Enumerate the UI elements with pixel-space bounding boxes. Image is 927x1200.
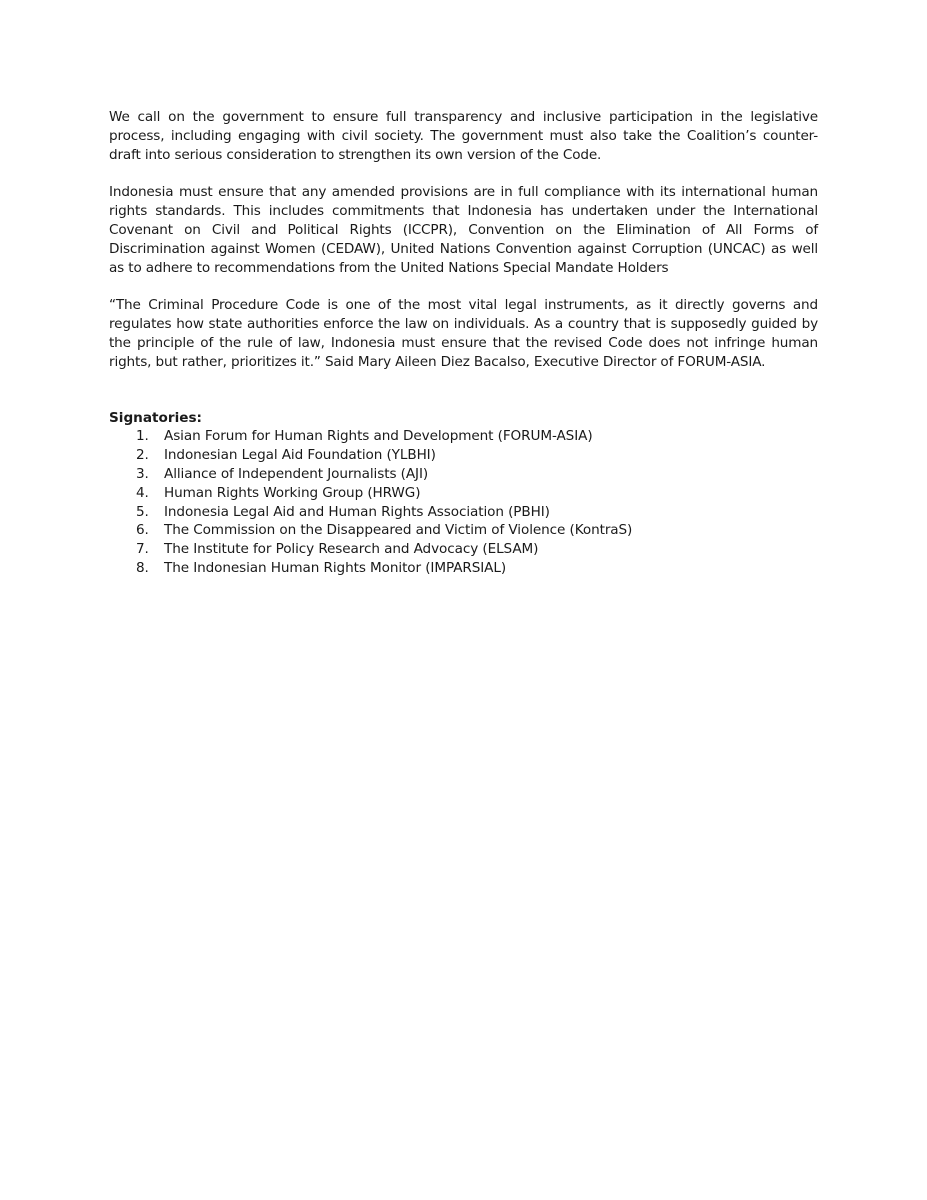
- paragraph-quote: “The Criminal Procedure Code is one of the most vital legal instruments, as it directly governs and regulates how state authorities enforce the law on individuals. As a country that is supposedly guided by the principle of the rule of law, Indonesia must ensure that the revised Code does not infringe human rights, but rather, prioritizes it.” Said Mary Aileen Diez Bacalso, Executive Director of FORUM-ASIA.: [109, 297, 818, 370]
- signatory-name: Indonesian Legal Aid Foundation (YLBHI): [164, 447, 436, 464]
- list-number: 7.: [136, 541, 149, 558]
- document-page: [109, 108, 818, 578]
- list-number: 8.: [136, 559, 149, 576]
- list-item: [109, 559, 818, 578]
- list-item: [109, 446, 818, 465]
- list-number: 2.: [136, 447, 149, 464]
- list-number: 5.: [136, 503, 149, 520]
- signatory-name: The Indonesian Human Rights Monitor (IMPARSIAL): [164, 559, 507, 576]
- list-number: 3.: [136, 465, 149, 482]
- list-item: [109, 465, 818, 484]
- signatory-name: Asian Forum for Human Rights and Development (FORUM-ASIA): [164, 428, 593, 445]
- signatory-name: Alliance of Independent Journalists (AJI): [164, 465, 429, 482]
- signatories-heading: Signatories:: [109, 409, 202, 426]
- paragraph-transparency: We call on the government to ensure full transparency and inclusive participation in the legislative process, including engaging with civil society. The government must also take the Coalition’s counter-draft into serious consideration to strengthen its own version of the Code.: [109, 109, 818, 163]
- list-number: 6.: [136, 522, 149, 539]
- list-number: 4.: [136, 484, 149, 501]
- list-item: [109, 540, 818, 559]
- signatory-name: The Commission on the Disappeared and Victim of Violence (KontraS): [164, 522, 633, 539]
- list-item: [109, 484, 818, 503]
- list-item: [109, 503, 818, 522]
- list-number: 1.: [136, 428, 149, 445]
- signatory-name: Indonesia Legal Aid and Human Rights Association (PBHI): [164, 503, 550, 520]
- signatories-section: [109, 409, 818, 578]
- signatory-name: The Institute for Policy Research and Advocacy (ELSAM): [164, 541, 539, 558]
- signatories-list: [109, 427, 818, 577]
- list-item: [109, 427, 818, 446]
- paragraph-compliance: Indonesia must ensure that any amended provisions are in full compliance with its international human rights standards. This includes commitments that Indonesia has undertaken under the International Covenant on Civil and Political Rights (ICCPR), Convention on the Elimination of All Forms of Discrimination against Women (CEDAW), United Nations Convention against Corruption (UNCAC) as well as to adhere to recommendations from the United Nations Special Mandate Holders: [109, 184, 818, 276]
- signatory-name: Human Rights Working Group (HRWG): [164, 484, 421, 501]
- list-item: [109, 521, 818, 540]
